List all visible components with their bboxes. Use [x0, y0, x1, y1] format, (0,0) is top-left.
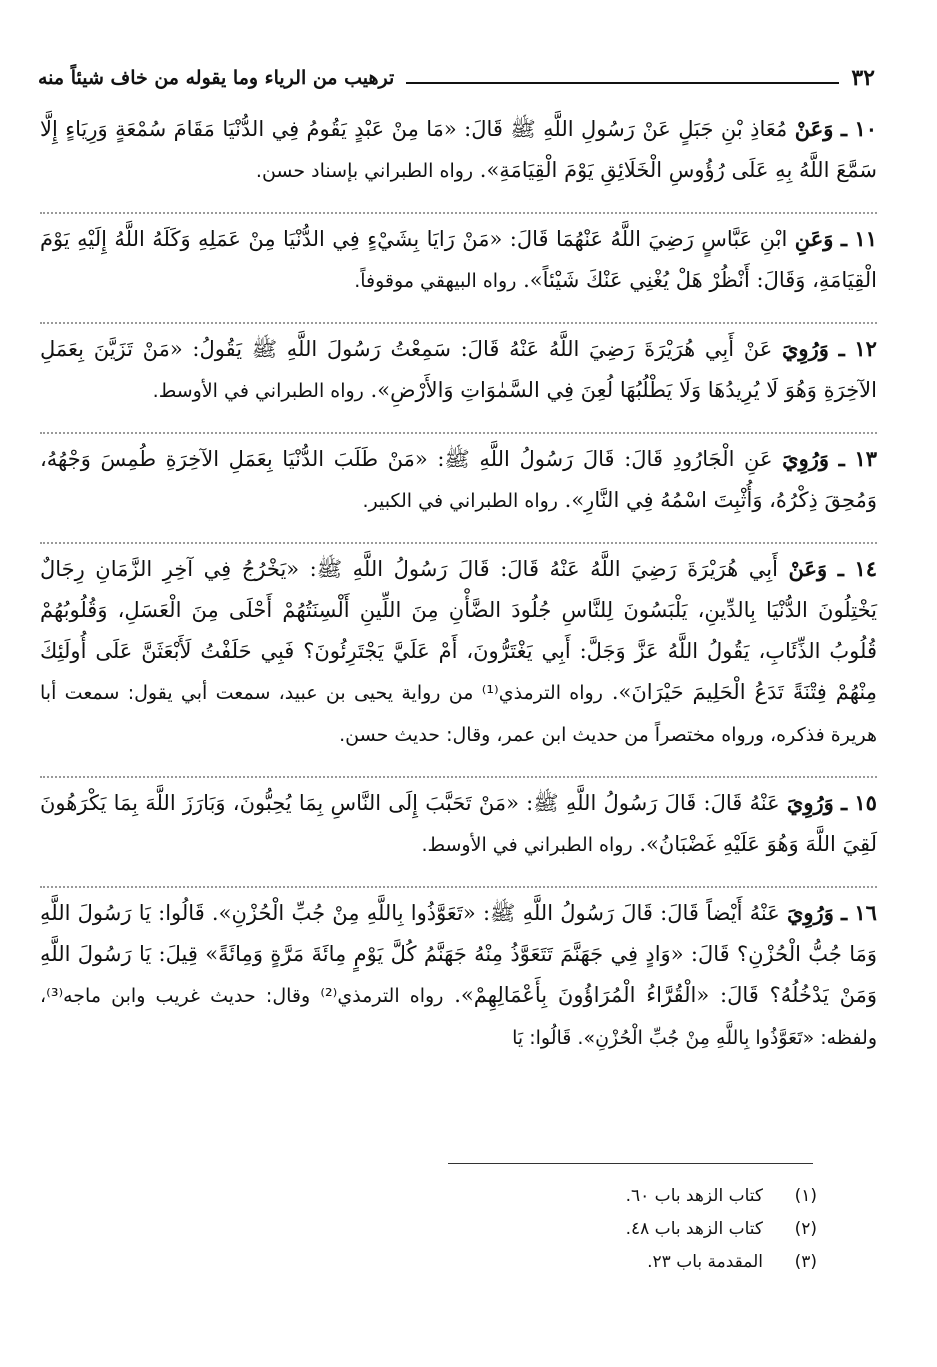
- hadith-text: عَنْهُ قَالَ: قَالَ رَسُولُ اللَّهِ ﷺ: «مَنْ تَحَبَّبَ إِلَى النَّاسِ بِمَا يُحِبُّونَ، وَبَارَزَ اللَّهَ بِمَا يَكْرَهُونَ لَقِيَ اللَّهَ وَهُوَ عَلَيْهِ غَضْبَانُ».: [40, 791, 877, 856]
- hadith-text: عَنْهُ أَيْضاً قَالَ: قَالَ رَسُولُ اللَّهِ ﷺ: «تَعَوَّذُوا بِاللَّهِ مِنْ جُبِّ الْحُزْنِ». قَالُوا: يَا رَسُولَ اللَّهِ وَمَا جُبُّ الْحُزْنِ؟ قَالَ: «وَادٍ فِي جَهَنَّمَ تَتَعَوَّذُ مِنْهُ جَهَنَّمُ كُلَّ يَوْمٍ مِائَةَ مَرَّةٍ وَمِائَةً» قِيلَ: يَا رَسُولَ اللَّهِ وَمَنْ يَدْخُلُهُ؟ قَالَ: «الْقُرَّاءُ الْمُرَاؤُونَ بِأَعْمَالِهِمْ».: [40, 901, 877, 1007]
- footnote-text: المقدمة باب ٢٣.: [647, 1252, 763, 1272]
- hadith-intro: وَعَنِ: [794, 226, 834, 251]
- hadith-number: ١٥: [854, 790, 877, 815]
- footnote-number: (١): [794, 1186, 817, 1206]
- page-number: ٣٢: [851, 65, 875, 91]
- hadith-number: ١٠: [854, 116, 877, 141]
- hadith-text: عَنْ أَبِي هُرَيْرَةَ رَضِيَ اللَّهُ عَنْهُ قَالَ: سَمِعْتُ رَسُولَ اللَّهِ ﷺ يَقُولُ: «مَنْ تَزَيَّنَ بِعَمَلِ الآخِرَةِ وَهُوَ لَا يُرِيدُهَا وَلَا يَطْلُبُهَا لُعِنَ فِي السَّمٰوَاتِ وَالأَرْضِ».: [40, 337, 877, 402]
- hadith-intro: وَرُوِيَ: [782, 446, 830, 471]
- footnote: [257, 1180, 817, 1213]
- footnote-text: كتاب الزهد باب ٦٠.: [625, 1186, 763, 1206]
- hadith-source: رواه الطبراني في الكبير.: [362, 490, 558, 512]
- hadith-intro: وَعَنْ: [788, 556, 828, 581]
- hadith-text: ابْنِ عَبَّاسٍ رَضِيَ اللَّهُ عَنْهُمَا قَالَ: «مَنْ رَايَا بِشَيْءٍ فِي الدُّنْيَا مِنْ عَمَلِهِ وَكَلَهُ اللَّهُ إِلَيْهِ يَوْمَ الْقِيَامَةِ، وَقَالَ: أَنْظُرْ هَلْ يُغْنِي عَنْكَ شَيْئاً».: [40, 227, 877, 292]
- header-rule: [406, 82, 839, 84]
- hadith-intro: وَرُوِيَ: [786, 900, 834, 925]
- hadith-number: ١٣: [854, 446, 878, 471]
- hadith-text: عَنِ الْجَارُودِ قَالَ: قَالَ رَسُولُ اللَّهِ ﷺ: «مَنْ طَلَبَ الدُّنْيَا بِعَمَلِ الآخِرَةِ طُمِسَ وَجْهُهُ، وَمُحِقَ ذِكْرُهُ، وَأُثْبِتَ اسْمُهُ فِي النَّارِ».: [40, 447, 877, 512]
- hadith-number: ١١: [854, 226, 877, 251]
- hadith-text: أَبِي هُرَيْرَةَ رَضِيَ اللَّهُ عَنْهُ قَالَ: قَالَ رَسُولُ اللَّهِ ﷺ: «يَخْرُجُ فِي آخِرِ الزَّمَانِ رِجَالٌ يَخْتِلُونَ الدُّنْيَا بِالدِّينِ، يَلْبَسُونَ لِلنَّاسِ جُلُودَ الضَّأْنِ مِنَ اللِّينِ أَلْسِنَتُهُمْ أَحْلَى مِنَ الْعَسَلِ، وَقُلُوبُهُمْ قُلُوبُ الذِّئَابِ، يَقُولُ اللَّهُ عَزَّ وَجَلَّ: أَبِي يَغْتَرُّونَ، أَمْ عَلَيَّ يَجْتَرِئُونَ؟ فَبِي حَلَفْتُ لَأَبْعَثَنَّ عَلَى أُولَئِكَ مِنْهُمْ فِتْنَةً تَدَعُ الْحَلِيمَ حَيْرَانَ».: [40, 557, 878, 704]
- footnote: [257, 1213, 817, 1246]
- hadith-text: مُعَاذِ بْنِ جَبَلٍ عَنْ رَسُولِ اللَّهِ ﷺ قَالَ: «مَا مِنْ عَبْدٍ يَقُومُ فِي الدُّنْيَا مَقَامَ سُمْعَةٍ وَرِيَاءٍ إِلَّا سَمَّعَ اللَّهُ بِهِ عَلَى رُؤُوسِ الْخَلَائِقِ يَوْمَ الْقِيَامَةِ».: [40, 117, 877, 182]
- hadith-intro: وَرُوِيَ: [786, 790, 834, 815]
- hadith-source: رواه الترمذي⁽¹⁾ من رواية يحيى بن عبيد، سمعت أبي يقول: سمعت أبا هريرة فذكره، ورواه مختصراً من حديث ابن عمر، وقال: حديث حسن.: [40, 682, 877, 746]
- footnotes: [257, 1180, 817, 1279]
- hadith-number: ١٦: [854, 900, 877, 925]
- hadith-number: ١٤: [854, 556, 878, 581]
- footnote-divider: [448, 1163, 813, 1164]
- hadith-11: ١١ ـ وَعَنِ ابْنِ عَبَّاسٍ رَضِيَ اللَّهُ عَنْهُمَا قَالَ: «مَنْ رَايَا بِشَيْءٍ فِي الدُّنْيَا مِنْ عَمَلِهِ وَكَلَهُ اللَّهُ إِلَيْهِ يَوْمَ الْقِيَامَةِ، وَقَالَ: أَنْظُرْ هَلْ يُغْنِي عَنْكَ شَيْئاً». رواه البيهقي موقوفاً.: [40, 212, 877, 302]
- hadith-16: ١٦ ـ وَرُوِيَ عَنْهُ أَيْضاً قَالَ: قَالَ رَسُولُ اللَّهِ ﷺ: «تَعَوَّذُوا بِاللَّهِ مِنْ جُبِّ الْحُزْنِ». قَالُوا: يَا رَسُولَ اللَّهِ وَمَا جُبُّ الْحُزْنِ؟ قَالَ: «وَادٍ فِي جَهَنَّمَ تَتَعَوَّذُ مِنْهُ جَهَنَّمُ كُلَّ يَوْمٍ مِائَةَ مَرَّةٍ وَمِائَةً» قِيلَ: يَا رَسُولَ اللَّهِ وَمَنْ يَدْخُلُهُ؟ قَالَ: «الْقُرَّاءُ الْمُرَاؤُونَ بِأَعْمَالِهِمْ». رواه الترمذي⁽²⁾ وقال: حديث غريب وابن ماجه⁽³⁾، ولفظه: «تَعَوَّذُوا بِاللَّهِ مِنْ جُبِّ الْحُزْنِ». قَالُوا: يَا: [40, 886, 877, 1059]
- hadith-source: رواه الطبراني بإسناد حسن.: [255, 160, 474, 182]
- footnote: [257, 1246, 817, 1279]
- hadith-source: رواه الطبراني في الأوسط.: [152, 380, 364, 402]
- footnote-number: (٢): [794, 1219, 817, 1239]
- hadith-14: ١٤ ـ وَعَنْ أَبِي هُرَيْرَةَ رَضِيَ اللَّهُ عَنْهُ قَالَ: قَالَ رَسُولُ اللَّهِ ﷺ: «يَخْرُجُ فِي آخِرِ الزَّمَانِ رِجَالٌ يَخْتِلُونَ الدُّنْيَا بِالدِّينِ، يَلْبَسُونَ لِلنَّاسِ جُلُودَ الضَّأْنِ مِنَ اللِّينِ أَلْسِنَتُهُمْ أَحْلَى مِنَ الْعَسَلِ، وَقُلُوبُهُمْ قُلُوبُ الذِّئَابِ، يَقُولُ اللَّهُ عَزَّ وَجَلَّ: أَبِي يَغْتَرُّونَ، أَمْ عَلَيَّ يَجْتَرِئُونَ؟ فَبِي حَلَفْتُ لَأَبْعَثَنَّ عَلَى أُولَئِكَ مِنْهُمْ فِتْنَةً تَدَعُ الْحَلِيمَ حَيْرَانَ». رواه الترمذي⁽¹⁾ من رواية يحيى بن عبيد، سمعت أبي يقول: سمعت أبا هريرة فذكره، ورواه مختصراً من حديث ابن عمر، وقال: حديث حسن.: [40, 542, 877, 756]
- footnote-number: (٣): [794, 1252, 817, 1272]
- footnote-text: كتاب الزهد باب ٤٨.: [625, 1219, 763, 1239]
- hadith-intro: وَرُوِيَ: [782, 336, 829, 361]
- hadith-13: ١٣ ـ وَرُوِيَ عَنِ الْجَارُودِ قَالَ: قَالَ رَسُولُ اللَّهِ ﷺ: «مَنْ طَلَبَ الدُّنْيَا بِعَمَلِ الآخِرَةِ طُمِسَ وَجْهُهُ، وَمُحِقَ ذِكْرُهُ، وَأُثْبِتَ اسْمُهُ فِي النَّارِ». رواه الطبراني في الكبير.: [40, 432, 877, 522]
- hadith-source: رواه الترمذي⁽²⁾ وقال: حديث غريب وابن ماجه⁽³⁾، ولفظه: «تَعَوَّذُوا بِاللَّهِ مِنْ جُبِّ الْحُزْنِ». قَالُوا: يَا: [40, 985, 877, 1049]
- running-header: [38, 62, 875, 94]
- hadith-15: ١٥ ـ وَرُوِيَ عَنْهُ قَالَ: قَالَ رَسُولُ اللَّهِ ﷺ: «مَنْ تَحَبَّبَ إِلَى النَّاسِ بِمَا يُحِبُّونَ، وَبَارَزَ اللَّهَ بِمَا يَكْرَهُونَ لَقِيَ اللَّهَ وَهُوَ عَلَيْهِ غَضْبَانُ». رواه الطبراني في الأوسط.: [40, 776, 877, 866]
- hadith-number: ١٢: [854, 336, 877, 361]
- hadith-intro: وَعَنْ: [794, 116, 834, 141]
- hadith-12: ١٢ ـ وَرُوِيَ عَنْ أَبِي هُرَيْرَةَ رَضِيَ اللَّهُ عَنْهُ قَالَ: سَمِعْتُ رَسُولَ اللَّهِ ﷺ يَقُولُ: «مَنْ تَزَيَّنَ بِعَمَلِ الآخِرَةِ وَهُوَ لَا يُرِيدُهَا وَلَا يَطْلُبُهَا لُعِنَ فِي السَّمٰوَاتِ وَالأَرْضِ». رواه الطبراني في الأوسط.: [40, 322, 877, 412]
- hadith-10: ١٠ ـ وَعَنْ مُعَاذِ بْنِ جَبَلٍ عَنْ رَسُولِ اللَّهِ ﷺ قَالَ: «مَا مِنْ عَبْدٍ يَقُومُ فِي الدُّنْيَا مَقَامَ سُمْعَةٍ وَرِيَاءٍ إِلَّا سَمَّعَ اللَّهُ بِهِ عَلَى رُؤُوسِ الْخَلَائِقِ يَوْمَ الْقِيَامَةِ». رواه الطبراني بإسناد حسن.: [40, 116, 877, 182]
- header-title: ترهيب من الرياء وما يقوله من خاف شيئاً منه: [38, 67, 395, 89]
- hadith-source: رواه الطبراني في الأوسط.: [421, 834, 633, 856]
- hadith-list: [40, 108, 877, 1079]
- hadith-source: رواه البيهقي موقوفاً.: [354, 270, 517, 292]
